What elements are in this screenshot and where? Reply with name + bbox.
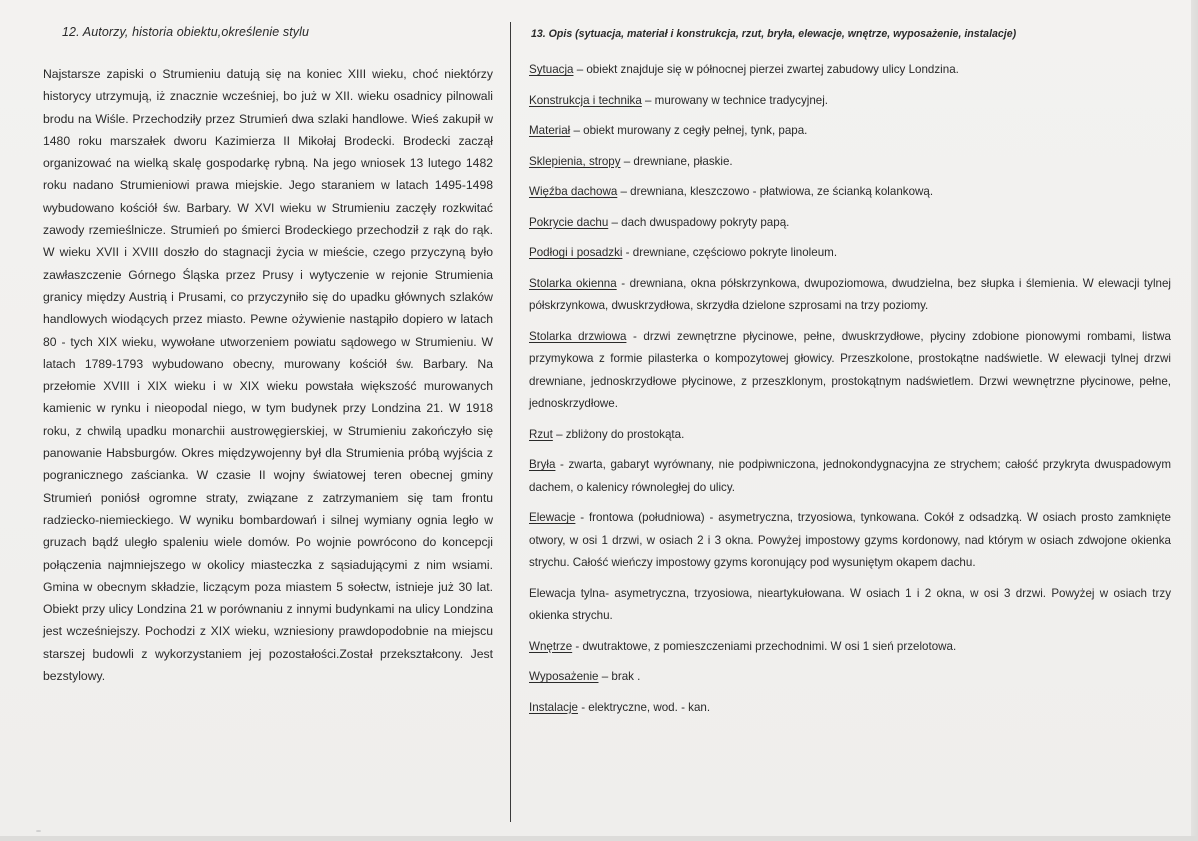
entry-term: Bryła xyxy=(529,458,556,471)
entry-pokrycie xyxy=(529,212,1171,235)
entry-text: - drewniana, okna półskrzynkowa, dwupoziomowa, dwudzielna, bez słupka i ślemienia. W elewacji tylnej półskrzynkowa, dwuskrzydłowa, skrzydła dzielone szprosami na trzy poziomy. xyxy=(529,276,1171,312)
entry-text: – drewniana, kleszczowo - płatwiowa, ze ścianką kolankową. xyxy=(617,185,934,198)
entry-term: Konstrukcja i technika xyxy=(529,93,642,107)
section-12-title: 12. Autorzy, historia obiektu,określenie stylu xyxy=(62,25,310,39)
entry-term: Materiał xyxy=(529,124,571,137)
entry-text: Elewacja tylna- asymetryczna, trzyosiowa, nieartykułowana. W osiach 1 i 2 okna, w osi 3 drzwi. Powyżej w osiach trzy okienka strychu. xyxy=(529,586,1171,622)
entry-podlogi xyxy=(529,242,1171,265)
entry-text: – zbliżony do prostokąta. xyxy=(552,427,685,441)
entry-term: Elewacje xyxy=(529,511,576,524)
left-column xyxy=(43,24,493,687)
entry-text: – obiekt murowany z cegły pełnej, tynk, papa. xyxy=(570,124,808,137)
entry-text: - dwutraktowe, z pomieszczeniami przechodnimi. W osi 1 sień przelotowa. xyxy=(572,639,957,653)
page-bottom-edge xyxy=(0,836,1198,841)
entry-text: - zwarta, gabaryt wyrównany, nie podpiwniczona, jednokondygnacyjna ze strychem; całość przykryta dwuspadowym dachem, o kalenicy równoległej do ulicy. xyxy=(529,458,1171,494)
entry-konstrukcja xyxy=(529,90,1171,113)
entry-text: – obiekt znajduje się w północnej pierzei zwartej zabudowy ulicy Londzina. xyxy=(573,63,959,76)
entry-term: Wyposażenie xyxy=(529,670,599,683)
entry-stolarka-drzwiowa xyxy=(529,326,1171,416)
entry-sytuacja xyxy=(529,59,1171,82)
entry-text: - elektryczne, wod. - kan. xyxy=(577,700,711,714)
entry-elewacje xyxy=(529,507,1171,575)
entry-term: Sytuacja xyxy=(529,63,574,76)
entry-term: Pokrycie dachu xyxy=(529,215,609,229)
entry-wnetrze xyxy=(529,636,1171,659)
entry-text: - drzwi zewnętrzne płycinowe, pełne, dwuskrzydłowe, płyciny zdobione pionowymi rombami, listwa przymykowa z formie pilasterka o kompozytowej głowicy. Przeszkolone, prostokątne nadświetle. W elewacji tylnej drzwi drewniane, jednoskrzydłowe płycinowe, z przeszklonym, prostokątnym nadświetlem. Drzwi wewnętrzne płycinowe, pełne, jednoskrzydłowe. xyxy=(529,329,1171,410)
description-entries xyxy=(529,59,1171,719)
entry-instalacje xyxy=(529,697,1171,720)
entry-text: - frontowa (południowa) - asymetryczna, trzyosiowa, tynkowana. Cokół z odsadzką. W osiach prosto zamknięte otwory, w osi 1 drzwi, w osiach 2 i 3 okna. Powyżej impostowy gzyms kordonowy, nad którym w osiach zdwojone okienka strychu. Całość wieńczy impostowy gzyms koronujący pod wysuniętym okapem dachu. xyxy=(529,511,1171,569)
entry-material xyxy=(529,120,1171,143)
entry-term: Instalacje xyxy=(529,700,578,714)
entry-term: Sklepienia, stropy xyxy=(529,154,621,168)
entry-term: Stolarka drzwiowa xyxy=(529,329,627,343)
entry-term: Więźba dachowa xyxy=(529,185,618,198)
entry-text: – drewniane, płaskie. xyxy=(620,154,733,168)
entry-stolarka-okienna xyxy=(529,273,1171,318)
entry-text: - drewniane, częściowo pokryte linoleum. xyxy=(622,246,838,259)
entry-text: – dach dwuspadowy pokryty papą. xyxy=(608,215,790,229)
entry-term: Rzut xyxy=(529,427,553,441)
entry-text: – brak . xyxy=(598,670,641,683)
entry-term: Podłogi i posadzki xyxy=(529,246,623,259)
entry-sklepienia xyxy=(529,151,1171,174)
right-column xyxy=(529,27,1171,727)
history-paragraph: Najstarsze zapiski o Strumieniu datują się na koniec XIII wieku, choć niektórzy historycy utrzymują, iż znacznie wcześniej, bo już w XII. wieku osadnicy pilnowali brodu na Wiśle. Przechodziły przez Strumień dwa szlaki handlowe. Wieś zakupił w 1480 roku marszałek dworu Kazimierza II Mikołaj Brodecki. Brodecki zaczął organizować na wielką skalę gospodarkę rybną. Na jego wniosek 13 lutego 1482 roku nadano Strumieniowi prawa miejskie. Jego staraniem w latach 1495-1498 wybudowano kościół św. Barbary. W XVI wieku w Strumieniu zaczęły rozkwitać zawody rzemieślnicze. Strumień po śmierci Brodeckiego przechodził z rąk do rąk. W wieku XVII i XVIII doszło do stagnacji życia w mieście, czego przyczyną było zawłaszczenie Górnego Śląska przez Prusy i wytyczenie w rejonie Strumienia granicy między Austrią i Prusami, co przyczyniło się do upadku głównych szlaków handlowych wiodących przez miasto. Pewne ożywienie nastąpiło dopiero w latach 80 - tych XIX wieku, wywołane utworzeniem powiatu sądowego w Strumieniu. W latach 1789-1793 wybudowano obecny, murowany kościół św. Barbary. Na przełomie XVIII i XIX wieku i w XIX wieku powstała większość murowanych kamienic w rynku i nieopodal niego, w tym budynek przy Londzina 21. W 1918 roku, z chwilą upadku monarchii austrowęgierskiej, w Strumieniu zakończyło się panowanie Habsburgów. Okres międzywojenny był dla Strumienia próbą wyjścia z pogranicznego zaścianka. W czasie II wojny światowej teren obecnej gminy Strumień poniósł ogromne straty, związane z zatrzymaniem się tam frontu radziecko-niemieckiego. W wyniku bombardowań i silnej wymiany ognia legło w gruzach bądź uległo spaleniu wiele domów. Po wojnie powrócono do koncepcji połączenia najmniejszego w okolicy miasteczka z sąsiadującymi z nim wsiami. Gmina w obecnym składzie, liczącym poza miastem 5 sołectw, istnieje już 30 lat. Obiekt przy ulicy Londzina 21 w porównaniu z innymi budynkami na ulicy Londzina jest wcześniejszy. Pochodzi z XIX wieku, wzniesiony prawdopodobnie na miejscu starszej budowli z wykorzystaniem jej pozostałości.Został przekształcony. Jest bezstylowy. xyxy=(43,67,493,684)
entry-rzut xyxy=(529,424,1171,447)
entry-elewacja-tylna xyxy=(529,583,1171,628)
entry-wiezba xyxy=(529,181,1171,204)
scan-speck xyxy=(36,830,41,832)
column-divider xyxy=(510,22,511,822)
entry-wyposazenie xyxy=(529,666,1171,689)
section-13-title: 13. Opis (sytuacja, materiał i konstrukcja, rzut, bryła, elewacje, wnętrze, wyposażenie, instalacje) xyxy=(531,28,1017,40)
entry-bryla xyxy=(529,454,1171,499)
entry-term: Wnętrze xyxy=(529,639,573,653)
page-right-edge xyxy=(1191,0,1198,841)
entry-term: Stolarka okienna xyxy=(529,276,617,290)
entry-text: – murowany w technice tradycyjnej. xyxy=(641,93,829,107)
